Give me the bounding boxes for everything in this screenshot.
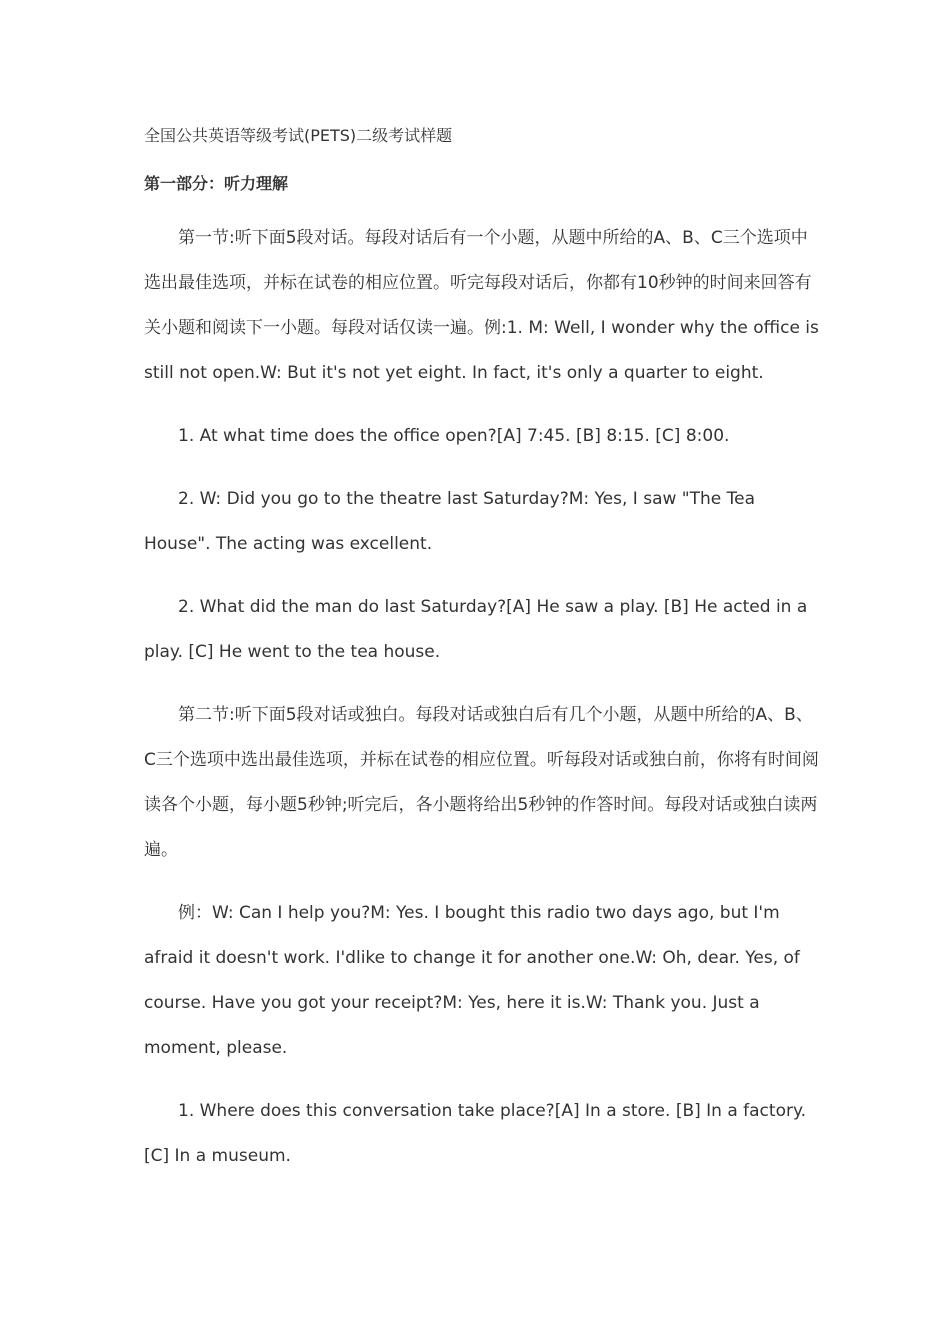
paragraph-question-2: 2. What did the man do last Saturday?[A] He saw a play. [B] He acted in a play. [C] He went to the tea house. — [144, 597, 808, 662]
paragraph-dialogue-2: 2. W: Did you go to the theatre last Saturday?M: Yes, I saw "The Tea House". The acting was excellent. — [144, 489, 756, 554]
document-title: 全国公共英语等级考试(PETS)二级考试样题 — [144, 126, 453, 145]
paragraph-question-1: 1. At what time does the office open?[A] 7:45. [B] 8:15. [C] 8:00. — [178, 426, 730, 446]
part-heading: 第一部分：听力理解 — [144, 174, 289, 193]
paragraph-example-dialogue: 例：W: Can I help you?M: Yes. I bought this radio two days ago, but I'm afraid it doesn't work. I'dlike to change it for another one.W: Oh, dear. Yes, of course. Have you got your receipt?M: Yes, here it is.W: Thank you. Just a moment, please. — [144, 903, 800, 1058]
paragraph-section-1-instructions: 第一节:听下面5段对话。每段对话后有一个小题，从题中所给的A、B、C三个选项中选出最佳选项，并标在试卷的相应位置。听完每段对话后，你都有10秒钟的时间来回答有关小题和阅读下一小题。每段对话仅读一遍。例:1. M: Well, I wonder why the office is still not open.W: But it's not yet eight. In fact, it's only a quarter to eight. — [144, 228, 819, 383]
paragraph-section-2-instructions: 第二节:听下面5段对话或独白。每段对话或独白后有几个小题，从题中所给的A、B、C三个选项中选出最佳选项，并标在试卷的相应位置。听每段对话或独白前，你将有时间阅读各个小题，每小题5秒钟;听完后，各小题将给出5秒钟的作答时间。每段对话或独白读两遍。 — [144, 705, 819, 860]
paragraph-example-question: 1. Where does this conversation take place?[A] In a store. [B] In a factory. [C] In a museum. — [144, 1101, 807, 1166]
document-body — [144, 120, 824, 1197]
